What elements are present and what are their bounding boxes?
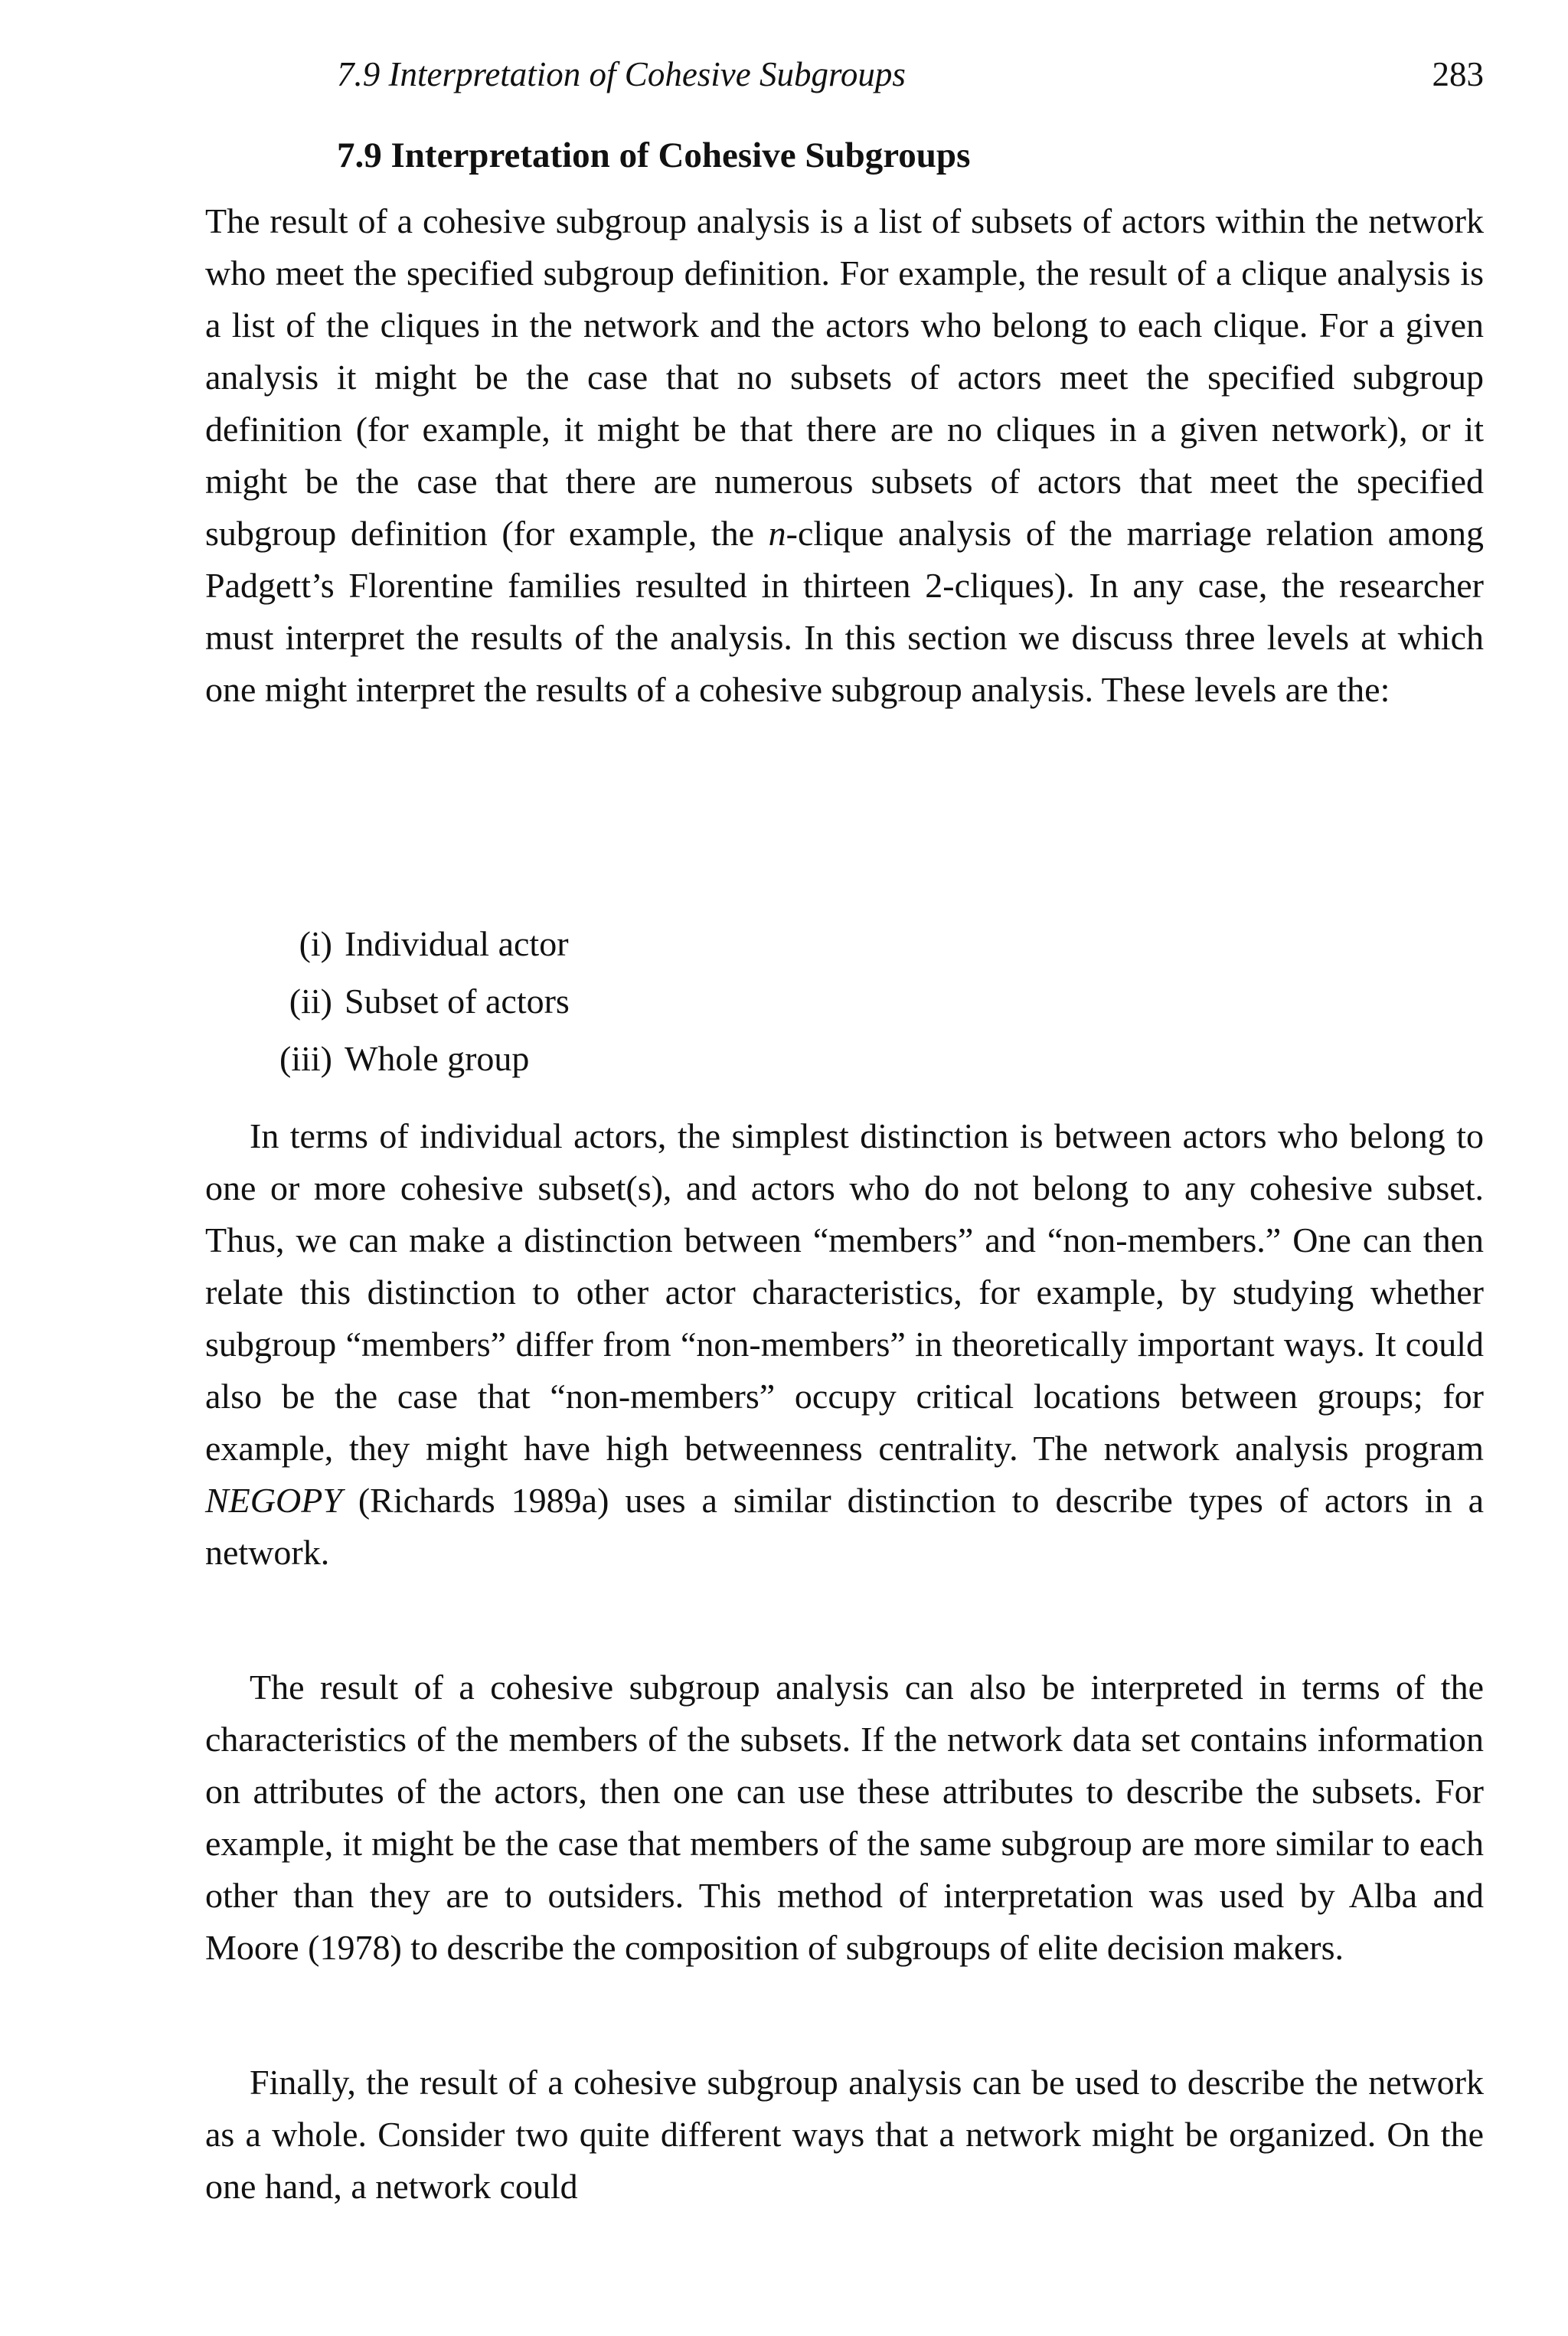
running-head — [337, 47, 1484, 101]
section-title: 7.9 Interpretation of Cohesive Subgroups — [337, 136, 971, 175]
list-marker: (i) — [299, 924, 332, 963]
list-item-label: Individual actor — [345, 924, 569, 963]
paragraph-subset-characteristics — [205, 1661, 1484, 1974]
interpretation-levels-list — [253, 915, 570, 1087]
paragraph-intro-part-b: -clique analysis of the marriage relation among Padgett’s Florentine families resulted in thirteen 2-cliques). In any case, the researcher must interpret the results of the analysis. In this section we discuss three levels at which one might interpret the results of a cohesive subgroup analysis. These levels are the: — [205, 514, 1484, 709]
list-marker: (ii) — [289, 982, 332, 1021]
list-marker: (iii) — [279, 1039, 332, 1078]
paragraph-intro-text — [205, 195, 1484, 716]
paragraph-intro-part-a: The result of a cohesive subgroup analysis is a list of subsets of actors within the network who meet the specified subgroup definition. For example, the result of a clique analysis is a list of the cliques in the network and the actors who belong to each clique. For a given analysis it might be the case that no subsets of actors meet the specified subgroup definition (for example, it might be that there are no cliques in a given network), or it might be the case that there are numerous subsets of actors that meet the specified subgroup definition (for example, the — [205, 201, 1484, 553]
paragraph-individual-actors-part-a: In terms of individual actors, the simplest distinction is between actors who belong to one or more cohesive subset(s), and actors who do not belong to any cohesive subset. Thus, we can make a distinction between “members” and “non-members.” One can then relate this distinction to other actor characteristics, for example, by studying whether subgroup “members” differ from “non-members” in theoretically important ways. It could also be the case that “non-members” occupy critical locations between groups; for example, they might have high betweenness centrality. The network analysis program — [205, 1116, 1484, 1468]
running-head-title: 7.9 Interpretation of Cohesive Subgroups — [337, 55, 906, 93]
paragraph-individual-actors-part-b: (Richards 1989a) uses a similar distinction to describe types of actors in a network. — [205, 1481, 1484, 1572]
paragraph-intro — [205, 195, 1484, 716]
list-item-label: Whole group — [345, 1039, 530, 1078]
list-item — [253, 972, 570, 1030]
italic-n: n — [768, 514, 786, 553]
program-name: NEGOPY — [205, 1481, 342, 1520]
paragraph-whole-network — [205, 2057, 1484, 2213]
page-number: 283 — [1432, 55, 1484, 93]
paragraph-individual-actors — [205, 1110, 1484, 1579]
paragraph-subset-characteristics-text: The result of a cohesive subgroup analysis can also be interpreted in terms of the characteristics of the members of the subsets. If the network data set contains information on attributes of the actors, then one can use these attributes to describe the subsets. For example, it might be the case that members of the same subgroup are more similar to each other than they are to outsiders. This method of interpretation was used by Alba and Moore (1978) to describe the composition of subgroups of elite decision makers. — [205, 1668, 1484, 1967]
list-item-label: Subset of actors — [345, 982, 570, 1021]
list-item — [253, 1030, 570, 1087]
list-item — [253, 915, 570, 972]
paragraph-individual-actors-text — [205, 1110, 1484, 1579]
paragraph-whole-network-text: Finally, the result of a cohesive subgroup analysis can be used to describe the network as a whole. Consider two quite different ways that a network might be organized. On the one hand, a network could — [205, 2063, 1484, 2206]
